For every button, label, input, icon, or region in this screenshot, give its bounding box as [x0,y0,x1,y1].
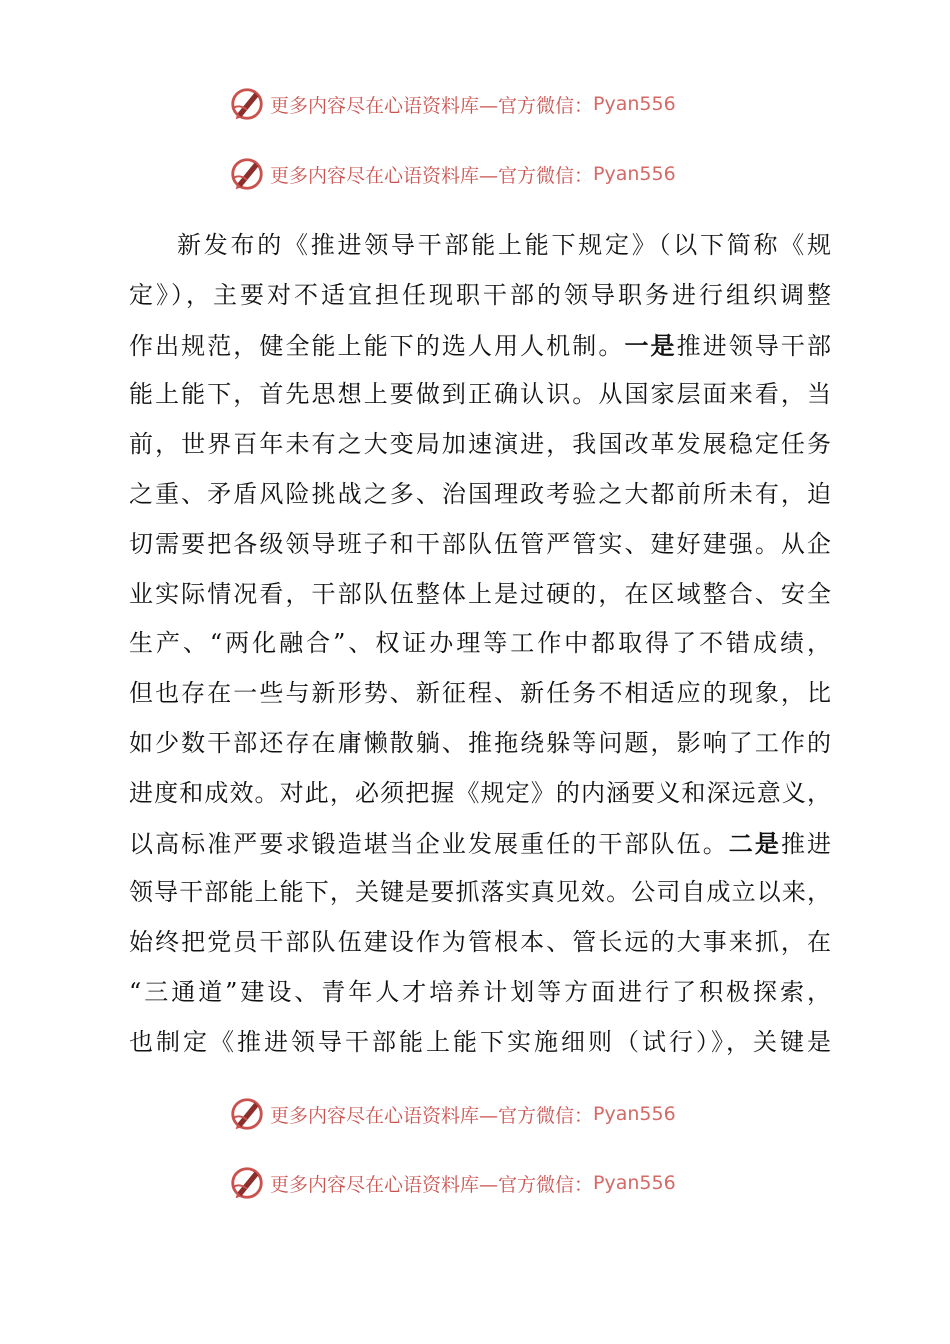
text-line: 也制定《推进领导干部能上能下实施细则（试行）》，关键是 [129,1027,831,1056]
text-line [129,321,831,371]
emphasis-ershi: 二是 [728,828,781,858]
pen-logo-icon [228,1095,266,1133]
text-segment: 以高标准严要求锻造堪当企业发展重任的干部队伍。 [129,829,729,858]
watermark-text: 更多内容尽在心语资料库—官方微信： [270,1173,594,1196]
text-line: 切需要把各级领导班子和干部队伍管严管实、建好建强。从企 [129,529,831,558]
text-line: 如少数干部还存在庸懒散躺、推拖绕躲等问题，影响了工作的 [129,728,831,757]
text-line: 新发布的《推进领导干部能上能下规定》（以下简称《规 [177,231,831,259]
text-line: 能上能下，首先思想上要做到正确认识。从国家层面来看，当 [129,380,831,409]
text-line: 定》），主要对不适宜担任现职干部的领导职务进行组织调整 [129,280,831,309]
text-line: 进度和成效。对此，必须把握《规定》的内涵要义和深远意义， [129,778,831,807]
pen-logo-icon [228,1164,266,1202]
text-line: 之重、矛盾风险挑战之多、治国理政考验之大都前所未有，迫 [129,479,831,508]
watermark-wechat-id: Pyan556 [593,1172,676,1194]
watermark-banner [228,1163,748,1203]
text-line: 领导干部能上能下，关键是要抓落实真见效。公司自成立以来， [129,878,831,907]
text-line [129,819,831,869]
text-line: 始终把党员干部队伍建设作为管根本、管长远的大事来抓，在 [129,928,831,957]
watermark-wechat-id: Pyan556 [593,163,676,185]
watermark-text: 更多内容尽在心语资料库—官方微信： [270,94,594,117]
watermark-wechat-id: Pyan556 [593,93,676,115]
watermark-text: 更多内容尽在心语资料库—官方微信： [270,164,594,187]
emphasis-yishi: 一是 [624,330,677,360]
text-line: 但也存在一些与新形势、新征程、新任务不相适应的现象，比 [129,679,831,708]
pen-logo-icon [228,155,266,193]
text-line: 前，世界百年未有之大变局加速演进，我国改革发展稳定任务 [129,430,831,459]
watermark-banner [228,84,748,124]
text-line: 生产、“两化融合”、权证办理等工作中都取得了不错成绩， [129,629,831,658]
watermark-banner [228,154,748,194]
document-paragraph [129,221,831,1068]
text-segment: 作出规范，健全能上能下的选人用人机制。 [129,331,625,360]
watermark-text: 更多内容尽在心语资料库—官方微信： [270,1104,594,1127]
watermark-banner [228,1094,748,1134]
text-line: 业实际情况看，干部队伍整体上是过硬的，在区域整合、安全 [129,579,831,608]
text-line: “三通道”建设、青年人才培养计划等方面进行了积极探索， [129,977,831,1006]
text-segment: 推进 [780,829,832,858]
text-segment: 推进领导干部 [676,331,832,360]
pen-logo-icon [228,85,266,123]
watermark-wechat-id: Pyan556 [593,1103,676,1125]
